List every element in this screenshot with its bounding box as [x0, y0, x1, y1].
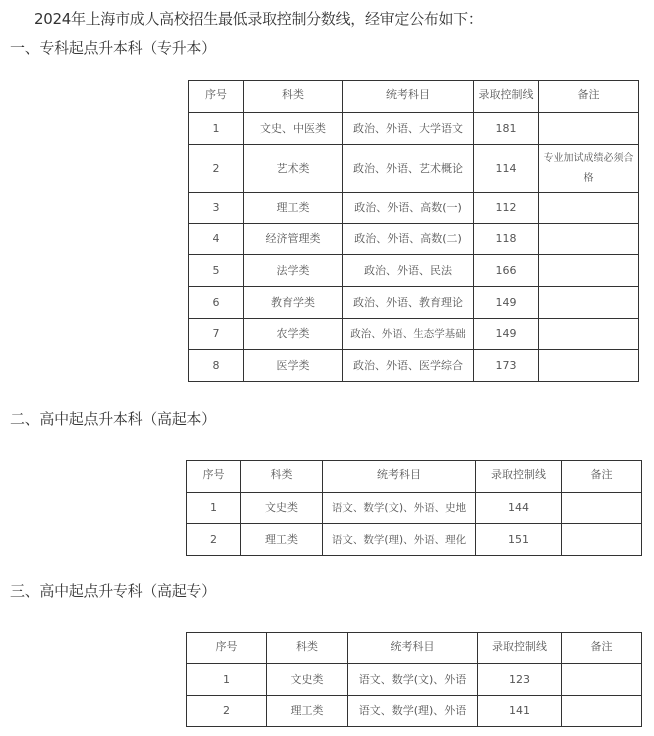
cell-subjects: 政治、外语、生态学基础	[343, 319, 474, 350]
table-header-row	[187, 633, 642, 664]
cell-category: 文史类	[267, 664, 348, 696]
table-row	[189, 193, 639, 224]
col-header-subjects: 统考科目	[343, 81, 474, 113]
cell-note	[562, 664, 642, 696]
cell-note	[539, 350, 639, 382]
table-row	[189, 255, 639, 287]
cell-category: 经济管理类	[244, 224, 343, 255]
table-row	[189, 319, 639, 350]
cell-note	[539, 193, 639, 224]
cell-score: 149	[474, 287, 539, 319]
cell-subjects: 政治、外语、高数(二)	[343, 224, 474, 255]
cell-score: 173	[474, 350, 539, 382]
cell-score: 151	[476, 524, 562, 556]
cell-note: 专业加试成绩必须合格	[539, 145, 639, 193]
table-row	[189, 287, 639, 319]
cell-no: 3	[189, 193, 244, 224]
col-header-no: 序号	[189, 81, 244, 113]
cell-no: 2	[187, 524, 241, 556]
cell-subjects: 政治、外语、大学语文	[343, 113, 474, 145]
col-header-note: 备注	[539, 81, 639, 113]
score-table-gaoqiben	[186, 460, 642, 556]
cell-category: 文史、中医类	[244, 113, 343, 145]
col-header-score: 录取控制线	[478, 633, 562, 664]
table-row	[187, 493, 642, 524]
score-table-gaoqizhuan	[186, 632, 642, 727]
table-row	[187, 524, 642, 556]
table-row	[189, 224, 639, 255]
table-header-row	[187, 461, 642, 493]
section-title-gaoqiben: 二、高中起点升本科（高起本）	[10, 410, 216, 428]
cell-category: 文史类	[241, 493, 323, 524]
col-header-category: 科类	[241, 461, 323, 493]
table-row	[189, 350, 639, 382]
cell-note	[539, 113, 639, 145]
cell-category: 农学类	[244, 319, 343, 350]
col-header-no: 序号	[187, 461, 241, 493]
cell-note	[539, 287, 639, 319]
table-row	[189, 113, 639, 145]
col-header-score: 录取控制线	[474, 81, 539, 113]
cell-no: 2	[189, 145, 244, 193]
cell-score: 166	[474, 255, 539, 287]
table-row	[187, 664, 642, 696]
cell-score: 123	[478, 664, 562, 696]
cell-subjects: 政治、外语、高数(一)	[343, 193, 474, 224]
col-header-note: 备注	[562, 633, 642, 664]
cell-no: 6	[189, 287, 244, 319]
cell-category: 理工类	[244, 193, 343, 224]
cell-category: 艺术类	[244, 145, 343, 193]
cell-score: 144	[476, 493, 562, 524]
section-title-zhuanshengben: 一、专科起点升本科（专升本）	[10, 39, 216, 57]
cell-subjects: 语文、数学(理)、外语	[348, 696, 478, 727]
cell-category: 理工类	[267, 696, 348, 727]
cell-category: 法学类	[244, 255, 343, 287]
cell-score: 181	[474, 113, 539, 145]
cell-no: 5	[189, 255, 244, 287]
cell-subjects: 政治、外语、民法	[343, 255, 474, 287]
cell-score: 118	[474, 224, 539, 255]
cell-subjects: 语文、数学(文)、外语、史地	[323, 493, 476, 524]
col-header-subjects: 统考科目	[323, 461, 476, 493]
cell-subjects: 语文、数学(理)、外语、理化	[323, 524, 476, 556]
cell-no: 7	[189, 319, 244, 350]
cell-no: 1	[189, 113, 244, 145]
table-header-row	[189, 81, 639, 113]
col-header-no: 序号	[187, 633, 267, 664]
cell-note	[562, 524, 642, 556]
cell-no: 1	[187, 664, 267, 696]
cell-score: 112	[474, 193, 539, 224]
cell-note	[562, 696, 642, 727]
cell-note	[539, 255, 639, 287]
col-header-subjects: 统考科目	[348, 633, 478, 664]
intro-text: 2024年上海市成人高校招生最低录取控制分数线，经审定公布如下：	[34, 10, 483, 28]
cell-no: 1	[187, 493, 241, 524]
cell-category: 理工类	[241, 524, 323, 556]
cell-subjects: 政治、外语、艺术概论	[343, 145, 474, 193]
cell-category: 教育学类	[244, 287, 343, 319]
section-title-gaoqizhuan: 三、高中起点升专科（高起专）	[10, 582, 216, 600]
table-row	[189, 145, 639, 193]
col-header-score: 录取控制线	[476, 461, 562, 493]
cell-note	[539, 319, 639, 350]
cell-category: 医学类	[244, 350, 343, 382]
col-header-category: 科类	[244, 81, 343, 113]
cell-no: 4	[189, 224, 244, 255]
cell-subjects: 语文、数学(文)、外语	[348, 664, 478, 696]
cell-subjects: 政治、外语、医学综合	[343, 350, 474, 382]
cell-no: 2	[187, 696, 267, 727]
cell-note	[562, 493, 642, 524]
score-table-zhuanshengben	[188, 80, 639, 382]
cell-note	[539, 224, 639, 255]
col-header-note: 备注	[562, 461, 642, 493]
cell-score: 149	[474, 319, 539, 350]
cell-subjects: 政治、外语、教育理论	[343, 287, 474, 319]
cell-score: 141	[478, 696, 562, 727]
col-header-category: 科类	[267, 633, 348, 664]
cell-score: 114	[474, 145, 539, 193]
cell-no: 8	[189, 350, 244, 382]
table-row	[187, 696, 642, 727]
